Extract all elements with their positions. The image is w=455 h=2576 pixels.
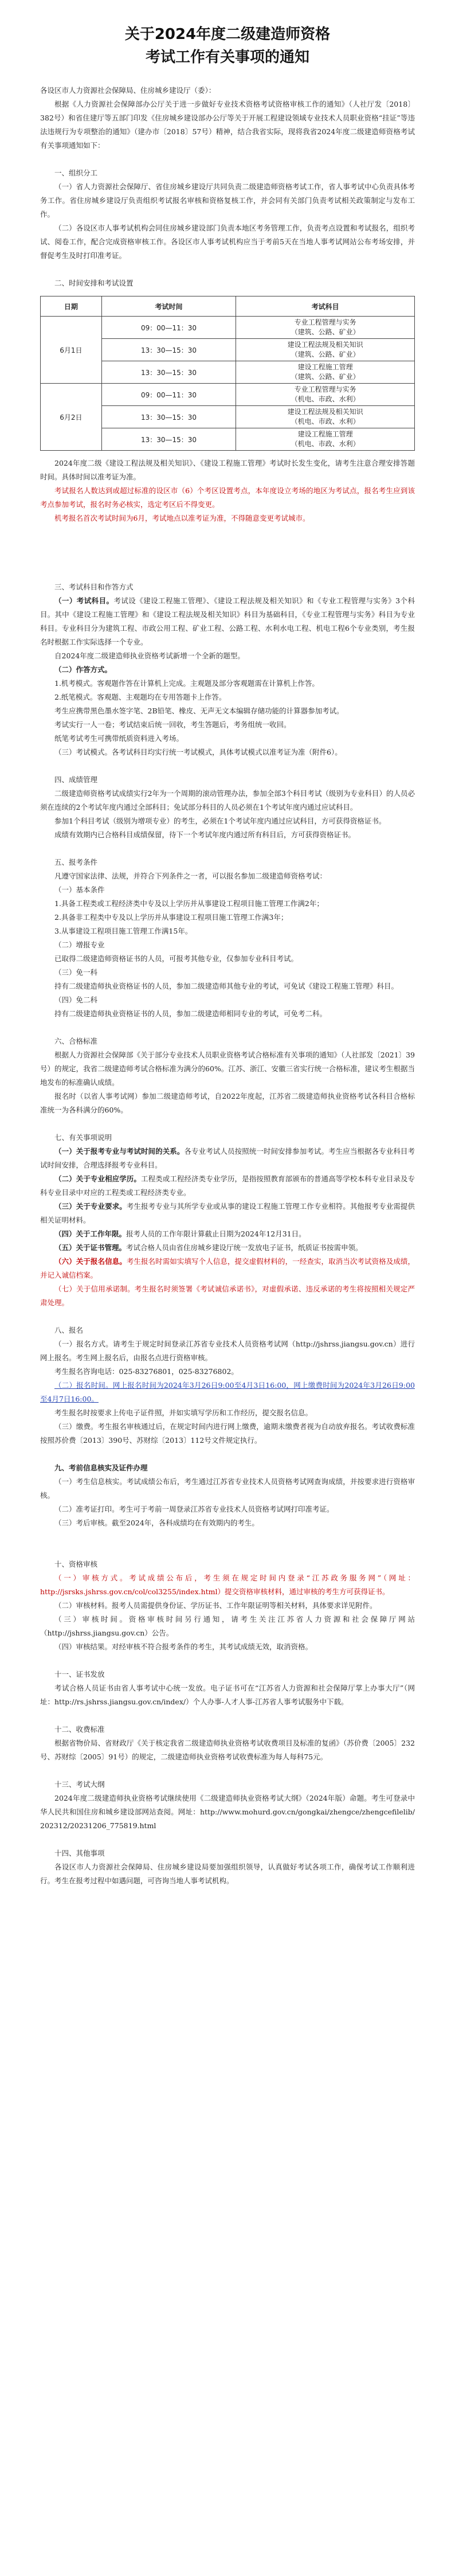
section-10-p3: （三）审核时间。资格审核时间另行通知，请考生关注江苏省人力资源和社会保障厅网站（http://jshrss.jiangsu.gov.cn）公告。: [40, 1615, 415, 1637]
section-2-note-1: 2024年度二级《建设工程法规及相关知识》、《建设工程施工管理》考试时长发生变化，请考生注意合理安排答题时间。具体时间以准考证为准。: [40, 459, 415, 481]
section-11-title: 十一、证书发放: [54, 1670, 105, 1679]
col-header-date: 日期: [41, 296, 102, 317]
section-7-p4-body: 报考人员的工作年限计算截止日期为2024年12月31日。: [126, 1230, 306, 1238]
time-cell: 13：30—15：30: [101, 339, 236, 361]
section-3-p2d: 考生应携带黑色墨水签字笔、2B铅笔、橡皮、无声无文本编辑存储功能的计算器参加考试。: [54, 707, 344, 715]
section-3-p2c: 2.纸笔模式。客观题、主观题均在专用答题卡上作答。: [54, 693, 226, 701]
section-6-p1: 根据人力资源社会保障部《关于部分专业技术人员职业资格考试合格标准有关事项的通知》（人社部发〔2021〕39号）的规定，我省二级建造师考试合格标准为满分的60%。江苏、浙江、安徽三省实行统一合格标准，建议考生根据当地发布的标准确认成绩。: [40, 1051, 415, 1087]
section-6-title: 六、合格标准: [54, 1037, 98, 1045]
section-3-p2b: 1.机考模式。客观题作答在计算机上完成。主观题及部分客观题需在计算机上作答。: [54, 679, 319, 688]
section-1-p1: （一）省人力资源社会保障厅、省住房城乡建设厅共同负责二级建造师资格考试工作，省人事考试中心负责具体考务工作。省住房城乡建设厅负责组织考试报名审核和资格复核工作，并会同有关部门负责考试相关政策制定与发布工作。: [40, 182, 415, 218]
section-7-p6-body: 考生报名时需如实填写个人信息，提交虚假材料的，一经查实，取消当次考试资格及成绩，并记入诚信档案。: [40, 1257, 415, 1279]
section-2-title: 二、时间安排和考试设置: [54, 279, 134, 287]
section-14-p1: 各设区市人力资源社会保障局、住房城乡建设局要加强组织领导，认真做好考试各项工作，确保考试工作顺利进行。考生在报考过程中如遇问题，可咨询当地人事考试机构。: [40, 1863, 415, 1885]
section-5-title: 五、报考条件: [54, 858, 98, 867]
section-7-p5-lead: （五）关于证书管理。: [54, 1243, 127, 1252]
section-13-title: 十三、考试大纲: [54, 1780, 105, 1789]
section-3-p1-body: 考试设《建设工程施工管理》、《建设工程法规及相关知识》和《专业工程管理与实务》3个科目。其中《建设工程施工管理》和《建设工程法规及相关知识》科目为基础科目，《专业工程管理与实务》科目为专业科目。专业科目分为建筑工程、市政公用工程、矿业工程、公路工程、水利水电工程、机电工程6个专业类别，考生报名时根据工作实际选择一个专业。: [40, 596, 415, 646]
section-3-p1: [40, 594, 415, 649]
section-13-p1[interactable]: 2024年度二级建造师执业资格考试继续使用《二级建造师执业资格考试大纲》（2024年版）命题。考生可登录中华人民共和国住房和城乡建设部网站查阅。网址：http://www.mohurd.gov.cn/gongkai/zhengce/zhengcefilelib/202312/20231206_775819.html: [40, 1794, 415, 1830]
section-10-p1[interactable]: （一）审核方式。考试成绩公布后，考生须在规定时间内登录“江苏政务服务网”（网址：http://jsrsks.jshrss.gov.cn/col/col3255/index.html）提交资格审核材料，通过审核的考生方可获得证书。: [40, 1574, 415, 1596]
time-cell: 09：00—11：30: [101, 384, 236, 406]
subject-cell: 专业工程管理与实务 （机电、市政、水利）: [236, 384, 415, 406]
section-9-title: 九、考前信息核实及证件办理: [54, 1463, 148, 1472]
section-5-d1: 持有二级建造师执业资格证书的人员，参加二级建造师其他专业的考试，可免试《建设工程施工管理》科目。: [54, 982, 399, 990]
intro-paragraph: 根据《人力资源社会保障部办公厅关于进一步做好专业技术资格考试资格审核工作的通知》（人社厅发〔2018〕382号）和省住建厅等五部门印发《住房城乡建设部办公厅等关于开展工程建设领域专业技术人员职业资格“挂证”等违法违规行为专项整治的通知》（建办市〔2018〕57号）精神，结合我省实际，现将我省2024年度二级建造师资格考试有关事项通知如下：: [40, 100, 415, 150]
section-7-p6-lead: （六）关于报名信息。: [54, 1257, 127, 1266]
section-7-p3-lead: （三）关于专业要求。: [54, 1202, 127, 1211]
section-3-p2-lead: （二）作答方式。: [54, 665, 112, 674]
section-8-p3[interactable]: （二）报名时间。网上报名时间为2024年3月26日9:00至4月3日16:00，网上缴费时间为2024年3月26日9:00至4月7日16:00。: [40, 1381, 415, 1403]
table-row: [41, 317, 415, 339]
section-3-p2f: 纸笔考试考生可携带纸质资料进入考场。: [54, 734, 184, 743]
section-5-b2: 2.具备非工程类中专及以上学历并从事建设工程项目施工管理工作满3年；: [54, 913, 288, 922]
section-1-title: 一、组织分工: [54, 169, 98, 177]
section-5-c1: 已取得二级建造师资格证书的人员，可报考其他专业，仅参加专业科目考试。: [54, 954, 299, 963]
section-8-p4: 考生报名时按要求上传电子证件照，并如实填写学历和工作经历，提交报名信息。: [54, 1408, 313, 1417]
section-3-title: 三、考试科目和作答方式: [54, 583, 134, 591]
section-8-p5: （三）缴费。考生报名审核通过后，在规定时间内进行网上缴费，逾期未缴费者视为自动放弃报名。考试收费标准按照苏价费〔2013〕390号、苏财综〔2013〕112号文件规定执行。: [40, 1422, 415, 1445]
section-7-p3: [40, 1200, 415, 1227]
section-5-sub-1: （一）基本条件: [54, 885, 105, 894]
section-7-p3-body: 考生报考专业与其所学专业或从事的建设工程施工管理工作专业相符。其他报考专业需提供相关证明材料。: [40, 1202, 415, 1224]
section-9-p3: （三）考后审核。截至2024年，各科成绩均在有效期内的考生。: [54, 1519, 259, 1527]
col-header-time: 考试时间: [101, 296, 236, 317]
section-7-p5: [40, 1241, 415, 1255]
section-7-p2-lead: （二）关于专业相应学历。: [54, 1174, 141, 1183]
section-3-p1-lead: （一）考试科目。: [54, 596, 114, 605]
section-7-p6: [40, 1255, 415, 1282]
section-7-p7: （七）关于信用承诺制。考生报名时须签署《考试诚信承诺书》，对虚假承诺、违反承诺的考生将按照相关规定严肃处理。: [40, 1285, 415, 1307]
subject-cell: 建设工程施工管理 （建筑、公路、矿业）: [236, 361, 415, 384]
section-11-p1[interactable]: 考试合格人员证书由省人事考试中心统一发放。电子证书可在“江苏省人力资源和社会保障厅掌上办事大厅”（网址：http://rs.jshrss.jiangsu.gov.cn/index/）个人办事-人才人事-江苏省人事考试服务中下载。: [40, 1684, 415, 1706]
time-cell: 09：00—11：30: [101, 317, 236, 339]
section-7-p4: [40, 1227, 415, 1241]
addressee: 各设区市人力资源社会保障局、住房城乡建设厅（委）：: [40, 86, 216, 95]
section-10-p4: （四）审核结果。对经审核不符合报考条件的考生，其考试成绩无效，取消资格。: [54, 1642, 313, 1651]
section-7-p2-body: 工程类或工程经济类专业学历，是指按照教育部颁布的普通高等学校本科专业目录及专科专业目录中对应的工程类或工程经济类专业。: [40, 1174, 415, 1197]
section-7-p4-lead: （四）关于工作年限。: [54, 1230, 127, 1238]
title-line-2: 考试工作有关事项的通知: [145, 49, 309, 66]
section-5-b3: 3.从事建设工程项目施工管理工作满15年。: [54, 927, 193, 935]
section-8-title: 八、报名: [54, 1326, 84, 1334]
section-3-p3: （三）考试模式。各考试科目均实行统一考试模式，具体考试模式以准考证为准（附件6）。: [54, 748, 342, 756]
section-12-p1: 根据省物价局、省财政厅《关于核定我省二级建造师执业资格考试收费项目及标准的复函》（苏价费〔2005〕232号、苏财综〔2005〕91号）的规定，二级建造师执业资格考试收费标准为每人每科75元。: [40, 1739, 415, 1761]
section-5-sub-3: （三）免一科: [54, 968, 98, 977]
time-cell: 13：30—15：30: [101, 361, 236, 384]
section-10-title: 十、资格审核: [54, 1560, 98, 1568]
col-header-subject: 考试科目: [236, 296, 415, 317]
section-4-p1: 二级建造师资格考试成绩实行2年为一个周期的滚动管理办法，参加全部3个科目考试（级别为专业科目）的人员必须在连续的2个考试年度内通过全部科目；免试部分科目的人员必须在1个考试年度内通过应试科目。: [40, 789, 415, 811]
section-5-b1: 1.具备工程类或工程经济类中专及以上学历并从事建设工程项目施工管理工作满2年；: [54, 899, 324, 908]
section-8-p2: 考生报名咨询电话：025-83276801，025-83276802。: [54, 1367, 238, 1376]
time-cell: 13：30—15：30: [101, 428, 236, 451]
section-7-p5-body: 考试合格人员由省住房城乡建设厅统一发放电子证书，纸质证书按需申领。: [126, 1243, 363, 1252]
section-14-title: 十四、其他事项: [54, 1849, 105, 1857]
date-cell: 6月1日: [41, 317, 102, 384]
section-5-sub-2: （二）增报专业: [54, 940, 105, 949]
section-4-title: 四、成绩管理: [54, 775, 98, 784]
section-1-p2: （二）各设区市人事考试机构会同住房城乡建设部门负责本地区考务管理工作，负责考点设置和考试报名，组织考试、阅卷工作，配合完成资格审核工作。各设区市人事考试机构应当于考前5天在当地人事考试网站公布考场安排，并督促考生及时打印准考证。: [40, 224, 415, 260]
schedule-table: [40, 296, 415, 451]
section-5-sub-4: （四）免二科: [54, 996, 98, 1004]
section-2-note-2: 考试报名人数达到或超过标准的设区市（6）个考区设置考点，本年度设立考场的地区为考试点，报名考生应到该考点参加考试，报名时务必核实，选定考区后不得变更。: [40, 486, 415, 509]
section-3-p1c: 自2024年度二级建造师执业资格考试新增一个全新的题型。: [54, 651, 245, 660]
section-10-p2: （二）审核材料。报考人员需提供身份证、学历证书、工作年限证明等相关材料，具体要求详见附件。: [54, 1601, 377, 1610]
section-12-title: 十二、收费标准: [54, 1725, 105, 1734]
subject-cell: 专业工程管理与实务 （建筑、公路、矿业）: [236, 317, 415, 339]
section-5-intro: 凡遵守国家法律、法规，并符合下列条件之一者，可以报名参加二级建造师资格考试：: [54, 872, 327, 880]
title-line-1: 关于2024年度二级建造师资格: [124, 26, 331, 43]
section-7-p1: [40, 1145, 415, 1172]
section-7-p1-body: 各专业考试人员按照统一时间安排参加考试。考生应当根据各专业科目考试时间安排，合理选择报考专业科目。: [40, 1147, 415, 1169]
section-4-p3: 成绩有效期内已合格科目成绩保留，待下一个考试年度内通过所有科目后，方可获得资格证书。: [54, 830, 356, 839]
date-cell: 6月2日: [41, 384, 102, 451]
section-2-note-3: 机考报名首次考试时间为6月，考试地点以准考证为准，不得随意变更考试城市。: [54, 514, 310, 522]
time-cell: 13：30—15：30: [101, 406, 236, 428]
table-row: [41, 384, 415, 406]
section-7-p2: [40, 1172, 415, 1200]
section-5-e1: 持有二级建造师执业资格证书的人员，参加二级建造师相同专业的考试，可免考二科。: [54, 1009, 327, 1018]
section-9-p1: （一）考生信息核实。考试成绩公布后，考生通过江苏省专业技术人员资格考试网查询成绩，并按要求进行资格审核。: [40, 1477, 415, 1500]
section-3-p2e: 考试实行一人一卷；考试结束后统一回收，考生答题后，考务组统一收回。: [54, 720, 291, 729]
subject-cell: 建设工程法规及相关知识 （建筑、公路、矿业）: [236, 339, 415, 361]
subject-cell: 建设工程法规及相关知识 （机电、市政、水利）: [236, 406, 415, 428]
section-8-p1: （一）报名方式。请考生于规定时间登录江苏省专业技术人员资格考试网（http://jshrss.jiangsu.gov.cn）进行网上报名。考生网上报名后，由报名点进行资格审核。: [40, 1340, 415, 1362]
subject-cell: 建设工程施工管理 （机电、市政、水利）: [236, 428, 415, 451]
section-6-p2: 报名时（以省人事考试网）参加二级建造师考试，自2022年度起，江苏省二级建造师执业资格考试各科目合格标准统一为各科满分的60%。: [40, 1092, 415, 1114]
section-4-p2: 参加1个科目考试（级别为增项专业）的考生，必须在1个考试年度内通过应试科目，方可获得资格证书。: [54, 817, 386, 825]
section-9-p2: （二）准考证打印。考生可于考前一周登录江苏省专业技术人员资格考试网打印准考证。: [54, 1505, 334, 1513]
section-7-p1-lead: （一）关于报考专业与考试时间的关系。: [54, 1147, 185, 1156]
section-7-title: 七、有关事项说明: [54, 1133, 112, 1142]
